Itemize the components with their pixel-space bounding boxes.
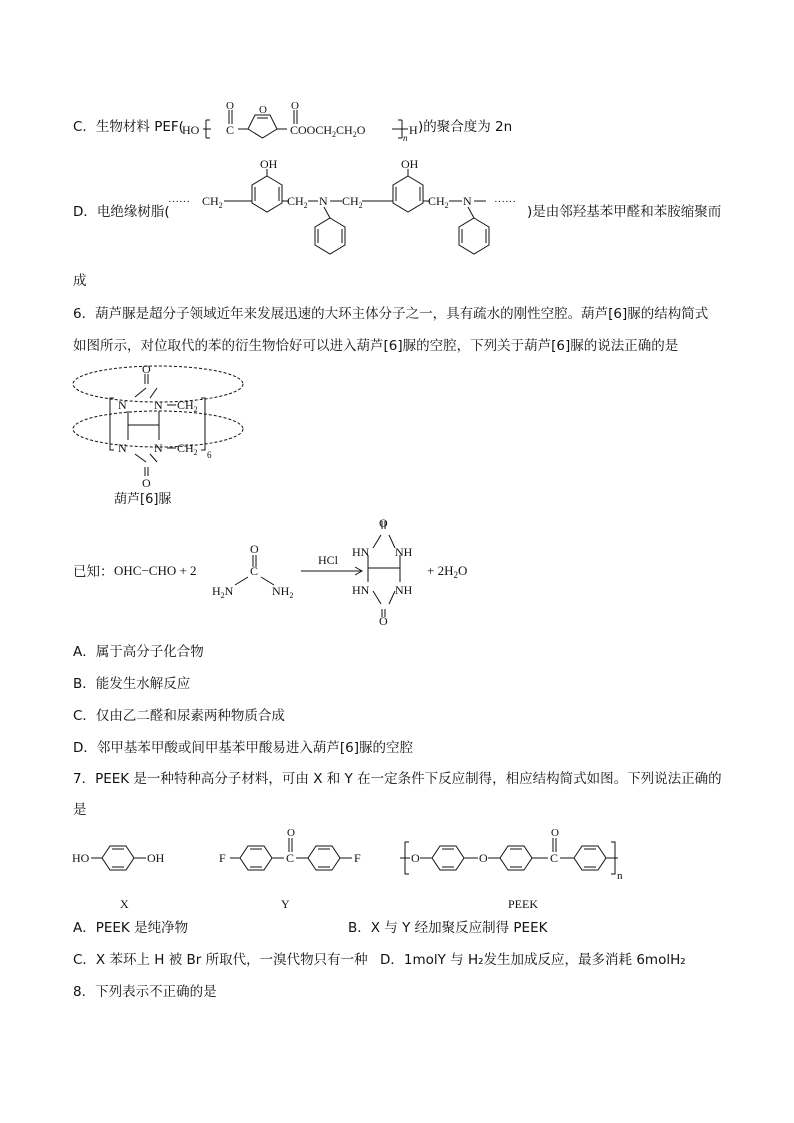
pef-c1-text: C — [226, 123, 235, 137]
y-carbonyl-o: O — [287, 827, 295, 839]
q6-option-b: B．能发生水解反应 — [73, 676, 191, 692]
resin-n-1: N — [319, 194, 328, 208]
catalyst-hcl: HCl — [318, 553, 339, 567]
label-y: Y — [281, 897, 290, 911]
cb6-ch2-top: $CH_2$ — [177, 398, 198, 414]
urea-h2n: $H_2N$ — [212, 584, 234, 600]
byproduct-water: + $2H_2O$ — [427, 563, 468, 580]
pef-n-subscript: n — [403, 133, 408, 143]
peek-n-subscript: n — [617, 870, 623, 882]
q7-option-a: A．PEEK 是纯净物 — [73, 920, 189, 936]
pef-coo-text: $COOCH_2CH_2O$ — [290, 123, 366, 139]
resin-left-dots: ······ — [168, 196, 190, 208]
glycoluril-nh-1: NH — [395, 545, 413, 559]
x-oh-text: OH — [147, 851, 165, 865]
resin-ch2-2: $CH_2$ — [287, 194, 308, 210]
cb6-n-3: N — [118, 441, 127, 455]
q6-option-a: A．属于高分子化合物 — [73, 644, 204, 660]
cb6-n-4: N — [154, 441, 163, 455]
pef-ring-o-text: O — [259, 104, 267, 116]
cb6-n-2: N — [154, 398, 163, 412]
peek-carbonyl-c: C — [550, 851, 559, 865]
resin-oh-1: OH — [260, 157, 278, 171]
cucurbituril-structure — [70, 362, 255, 507]
option-5c-suffix: )的聚合度为 2n — [418, 119, 513, 135]
resin-ch2-4: $CH_2$ — [428, 194, 449, 210]
pef-h-text: H — [409, 123, 418, 137]
option-5c-prefix: C．生物材料 PEF( — [73, 119, 184, 135]
label-peek: PEEK — [508, 897, 538, 911]
resin-oh-2: OH — [401, 157, 419, 171]
q8-stem: 8．下列表示不正确的是 — [73, 984, 217, 1000]
reaction-scheme — [112, 510, 492, 630]
option-5d-suffix: )是由邻羟基苯甲醛和苯胺缩聚而 — [527, 204, 722, 220]
y-f-right: F — [354, 851, 361, 865]
glycoluril-hn-2: HN — [352, 583, 370, 597]
resin-ch2-3: $CH_2$ — [342, 194, 363, 210]
q7-option-d: D．1molY 与 H₂发生加成反应，最多消耗 6molH₂ — [380, 952, 686, 968]
peek-o-1: O — [411, 851, 420, 865]
y-f-left: F — [219, 851, 226, 865]
pef-o2-label: O — [291, 100, 299, 112]
pef-structure — [176, 96, 416, 146]
urea-o: O — [250, 542, 259, 556]
q6-known-label: 已知： — [73, 564, 114, 580]
glycoluril-o-bottom: O — [379, 614, 388, 628]
cb6-o-top: O — [142, 362, 151, 376]
option-5d-prefix: D．电绝缘树脂( — [73, 204, 170, 220]
urea-c: C — [250, 564, 259, 578]
glycoluril-nh-2: NH — [395, 583, 413, 597]
q7-option-c: C．X 苯环上 H 被 Br 所取代，一溴代物只有一种 — [73, 952, 368, 968]
resin-structure — [164, 158, 529, 258]
glycoluril-o-top: O — [379, 516, 388, 530]
pef-o1-text: O — [226, 100, 234, 112]
cb6-subscript-6: 6 — [207, 450, 212, 460]
pef-ho-text: HO — [182, 123, 200, 137]
option-5d-continuation: 成 — [73, 273, 87, 289]
resin-right-dots: ······ — [494, 196, 516, 208]
resin-n-2: N — [463, 194, 472, 208]
label-x: X — [120, 897, 129, 911]
q7-stem-line2: 是 — [73, 802, 87, 818]
q6-stem-line2: 如图所示，对位取代的苯的衍生物恰好可以进入葫芦[6]脲的空腔，下列关于葫芦[6]脲的说法正确的是 — [73, 338, 679, 354]
cb6-o-bottom: O — [142, 476, 151, 490]
q6-option-c: C．仅由乙二醛和尿素两种物质合成 — [73, 708, 285, 724]
y-carbonyl-c: C — [286, 851, 295, 865]
glycoluril-hn-1: HN — [352, 545, 370, 559]
q6-stem-line1: 6．葫芦脲是超分子领域近年来发展迅速的大环主体分子之一，具有疏水的刚性空腔。葫芦[6]脲的结构简式 — [73, 306, 709, 322]
urea-nh2: $NH_2$ — [272, 584, 294, 600]
q7-stem-line1: 7．PEEK 是一种特种高分子材料，可由 X 和 Y 在一定条件下反应制得，相应结构简式如图。下列说法正确的 — [73, 771, 722, 787]
cb6-n-1: N — [118, 398, 127, 412]
cb6-caption: 葫芦[6]脲 — [114, 492, 172, 507]
resin-ch2-1: $CH_2$ — [202, 194, 223, 210]
reactant-glyoxal: OHC−CHO + 2 — [114, 563, 197, 578]
peek-carbonyl-o: O — [551, 827, 559, 839]
peek-o-2: O — [479, 851, 488, 865]
peek-structures — [70, 822, 640, 914]
q6-option-d: D．邻甲基苯甲酸或间甲基苯甲酸易进入葫芦[6]脲的空腔 — [73, 740, 414, 756]
cb6-ch2-bottom: $CH_2$ — [177, 441, 198, 457]
x-ho-text: HO — [72, 851, 90, 865]
q7-option-b: B．X 与 Y 经加聚反应制得 PEEK — [348, 920, 548, 936]
